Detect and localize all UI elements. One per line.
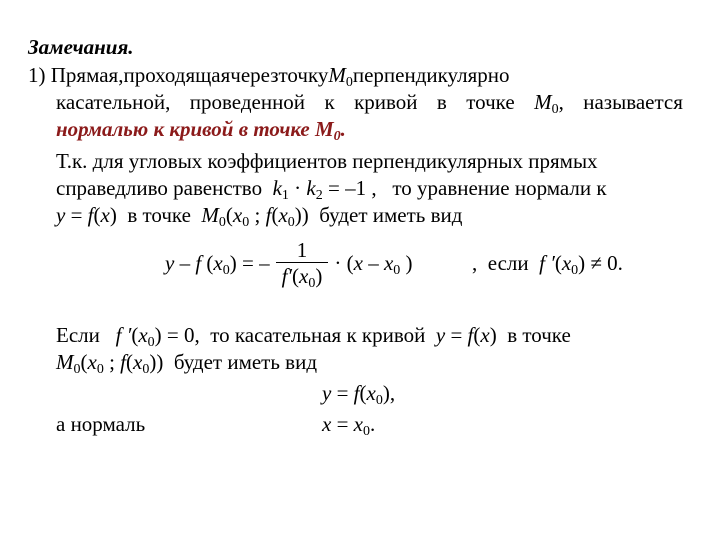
vertical-normal-equation: $x = x_0$. <box>322 412 376 439</box>
remark-1 <box>28 62 683 143</box>
remark-2-line-1: Если f $'(x_0) = 0$, то касательная к кривой y = f(x) в точке <box>56 323 571 350</box>
remark-1-explanation <box>56 148 607 229</box>
remark-2-line-2: $M_0(x_0$ ; $f(x_0)$) будет иметь вид <box>56 350 318 377</box>
explanation-line-3: y = f(x) в точке $M_0(x_0$ ; $f(x_0)$) будет иметь вид <box>56 203 463 230</box>
normal-equation <box>165 238 413 289</box>
explanation-line-2: справедливо равенство $k_1 \cdot k_2 = -1$ , то уравнение нормали к <box>56 176 607 203</box>
remark-1-line-1: 1) Прямая,проходящаячерезточкуM$_0$перпендикулярно <box>28 63 510 90</box>
normal-definition: нормалью к кривой в точке $M_0$. <box>56 117 346 144</box>
tangent-equation: $y = f(x_0)$, <box>322 381 396 408</box>
fraction-numerator: 1 <box>296 238 308 262</box>
fraction-denominator: $f'(x_0)$ <box>281 264 323 291</box>
explanation-line-1: Т.к. для угловых коэффициентов перпендикулярных прямых <box>56 149 598 173</box>
remark-1-line-2: касательной, проведенной к кривой в точке $M_0$, называется <box>56 90 683 117</box>
fraction <box>276 238 329 289</box>
normal-label: а нормаль <box>56 412 146 436</box>
normal-equation-rhs: · ($x - x_0$ ) <box>334 251 413 278</box>
slide-title: Замечания. <box>28 35 134 59</box>
remark-2 <box>56 322 571 376</box>
normal-condition: , если f $'(x_0) \ne 0$. <box>472 251 623 278</box>
normal-equation-lhs: y – f $(x_0)$ = – <box>165 251 270 278</box>
